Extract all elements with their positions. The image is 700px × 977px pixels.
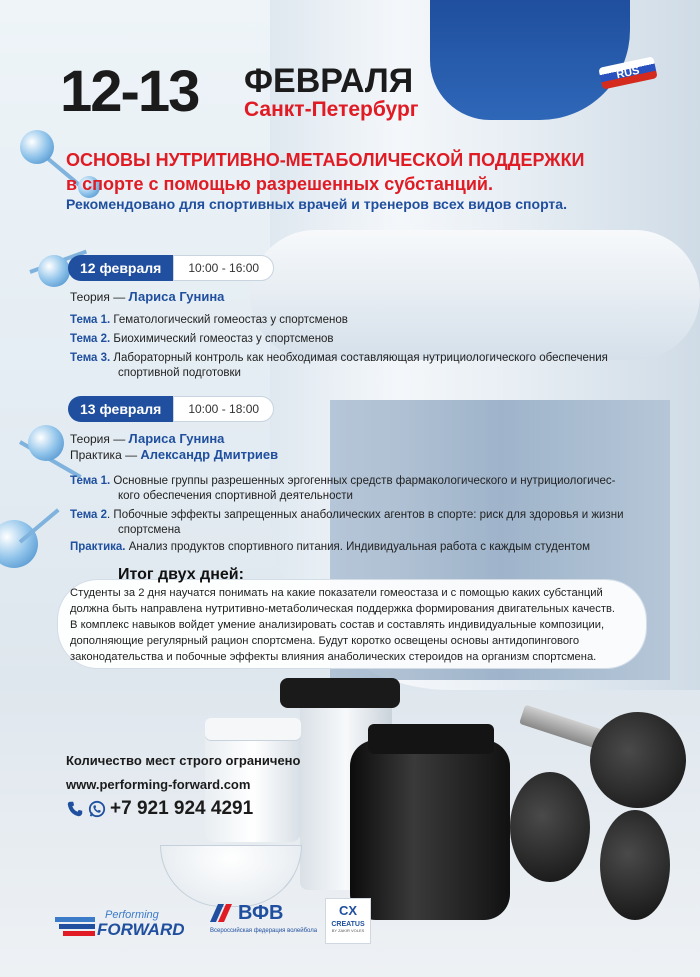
day2-time: 10:00 - 18:00 <box>173 396 274 422</box>
event-dates: 12-13 <box>60 59 199 124</box>
phone-row <box>66 798 253 820</box>
topic-text-cont: кого обеспечения спортивной деятельности <box>118 490 353 502</box>
dumbbell-plate <box>590 712 686 808</box>
website-link[interactable]: www.performing-forward.com <box>66 777 251 792</box>
day2-label: 13 февраля <box>68 396 173 422</box>
phone-number[interactable]: +7 921 924 4291 <box>110 798 254 819</box>
day1-topic-2 <box>70 332 630 347</box>
summary-text <box>70 585 640 665</box>
topic-key: Тема 1. <box>70 314 111 326</box>
summary-line: Студенты за 2 дня научатся понимать на какие показатели гомеостаза и с помощью каких субстанций <box>70 587 603 599</box>
performing-forward-mark-icon <box>55 913 99 939</box>
performing-forward-logo <box>55 909 195 939</box>
day1-topic-3 <box>70 351 630 381</box>
rus-patch: RUS <box>598 56 657 89</box>
topic-text: Анализ продуктов спортивного питания. Индивидуальная работа с каждым студентом <box>125 541 591 553</box>
topic-key: Тема 1. <box>70 475 111 487</box>
day2-topic-1 <box>70 474 630 504</box>
topic-key: Тема 2. <box>70 333 111 345</box>
day1-pill <box>68 255 274 281</box>
day2-theory-prefix: Теория — <box>70 432 129 446</box>
creatus-mark: CX <box>338 903 358 918</box>
topic-text-cont: спортсмена <box>118 524 181 536</box>
topic-text: . Побочные эффекты запрещенных анаболических агентов в спорте: риск для здоровья и жизни <box>107 509 624 521</box>
summary-line: законодательства и побочные эффекты влияния анаболических стероидов на организм спортсмена. <box>70 651 597 663</box>
event-city: Санкт-Петербург <box>244 98 419 121</box>
title-line-2: в спорте с помощью разрешенных субстанций. <box>66 174 493 194</box>
creatus-logo <box>325 898 371 944</box>
day2-practice-note <box>70 540 630 555</box>
day1-theory-lecturer: Лариса Гунина <box>128 289 225 304</box>
topic-key: Тема 2 <box>70 509 108 521</box>
topic-key: Практика. <box>70 541 126 553</box>
day1-time: 10:00 - 16:00 <box>173 255 274 281</box>
event-month: ФЕВРАЛЯ <box>244 62 414 100</box>
creatus-subtitle: BY ZAKIR VOLES <box>331 928 365 933</box>
day1-theory-prefix: Теория — <box>70 290 129 304</box>
summary-line: В комплекс навыков войдет умение анализировать состав и составлять индивидуальные композиции, <box>70 619 605 631</box>
performing-text: Performing <box>105 909 159 921</box>
topic-text: Биохимический гомеостаз у спортсменов <box>110 333 334 345</box>
vfv-text: ВФВ <box>238 902 284 924</box>
shaker-lid <box>280 678 400 708</box>
day2-topic-2 <box>70 508 630 538</box>
topic-text: Основные группы разрешенных эргогенных средств фармакологического и нутрициологичес- <box>110 475 616 487</box>
day2-practice-lecturer: Александр Дмитриев <box>140 447 279 462</box>
day1-theory <box>70 289 224 304</box>
phone-icon <box>66 800 84 818</box>
dumbbell-plate <box>510 772 590 882</box>
summary-heading: Итог двух дней: <box>118 566 244 583</box>
topic-text-cont: спортивной подготовки <box>118 367 241 379</box>
limited-seats-note: Количество мест строго ограничено <box>66 753 301 768</box>
black-jar-lid <box>368 724 494 754</box>
vfv-logo <box>208 900 318 940</box>
course-title <box>66 148 666 196</box>
powder-bowl <box>160 845 302 907</box>
day2-theory-lecturer: Лариса Гунина <box>128 431 225 446</box>
dumbbell-plate <box>600 810 670 920</box>
day2-practice-prefix: Практика — <box>70 448 141 462</box>
day1-label: 12 февраля <box>68 255 173 281</box>
day2-theory <box>70 431 224 446</box>
topic-text: Гематологический гомеостаз у спортсменов <box>110 314 348 326</box>
forward-text: FORWARD <box>97 920 185 939</box>
vfv-subtitle: Всероссийская федерация волейбола <box>210 928 318 934</box>
day1-topic-1 <box>70 313 630 328</box>
title-line-1: ОСНОВЫ НУТРИТИВНО-МЕТАБОЛИЧЕСКОЙ ПОДДЕРЖКИ <box>66 150 585 170</box>
white-jar-lid <box>205 718 301 740</box>
recommendation: Рекомендовано для спортивных врачей и тренеров всех видов спорта. <box>66 196 567 212</box>
day2-practice <box>70 447 278 462</box>
topic-text: Лабораторный контроль как необходимая составляющая нутрициологического обеспечения <box>110 352 608 364</box>
summary-line: дополняющие регулярный рацион спортсмена. Будут коротко освещены основы антидопингового <box>70 635 580 647</box>
black-jar <box>350 740 510 920</box>
summary-line: должна быть направлена нутритивно-метаболическая поддержка формирования двигательных качеств. <box>70 603 616 615</box>
vfv-mark-icon <box>208 900 236 926</box>
day2-pill <box>68 396 274 422</box>
creatus-name: CREATUS <box>331 921 365 928</box>
topic-key: Тема 3. <box>70 352 111 364</box>
whatsapp-icon <box>88 800 106 818</box>
